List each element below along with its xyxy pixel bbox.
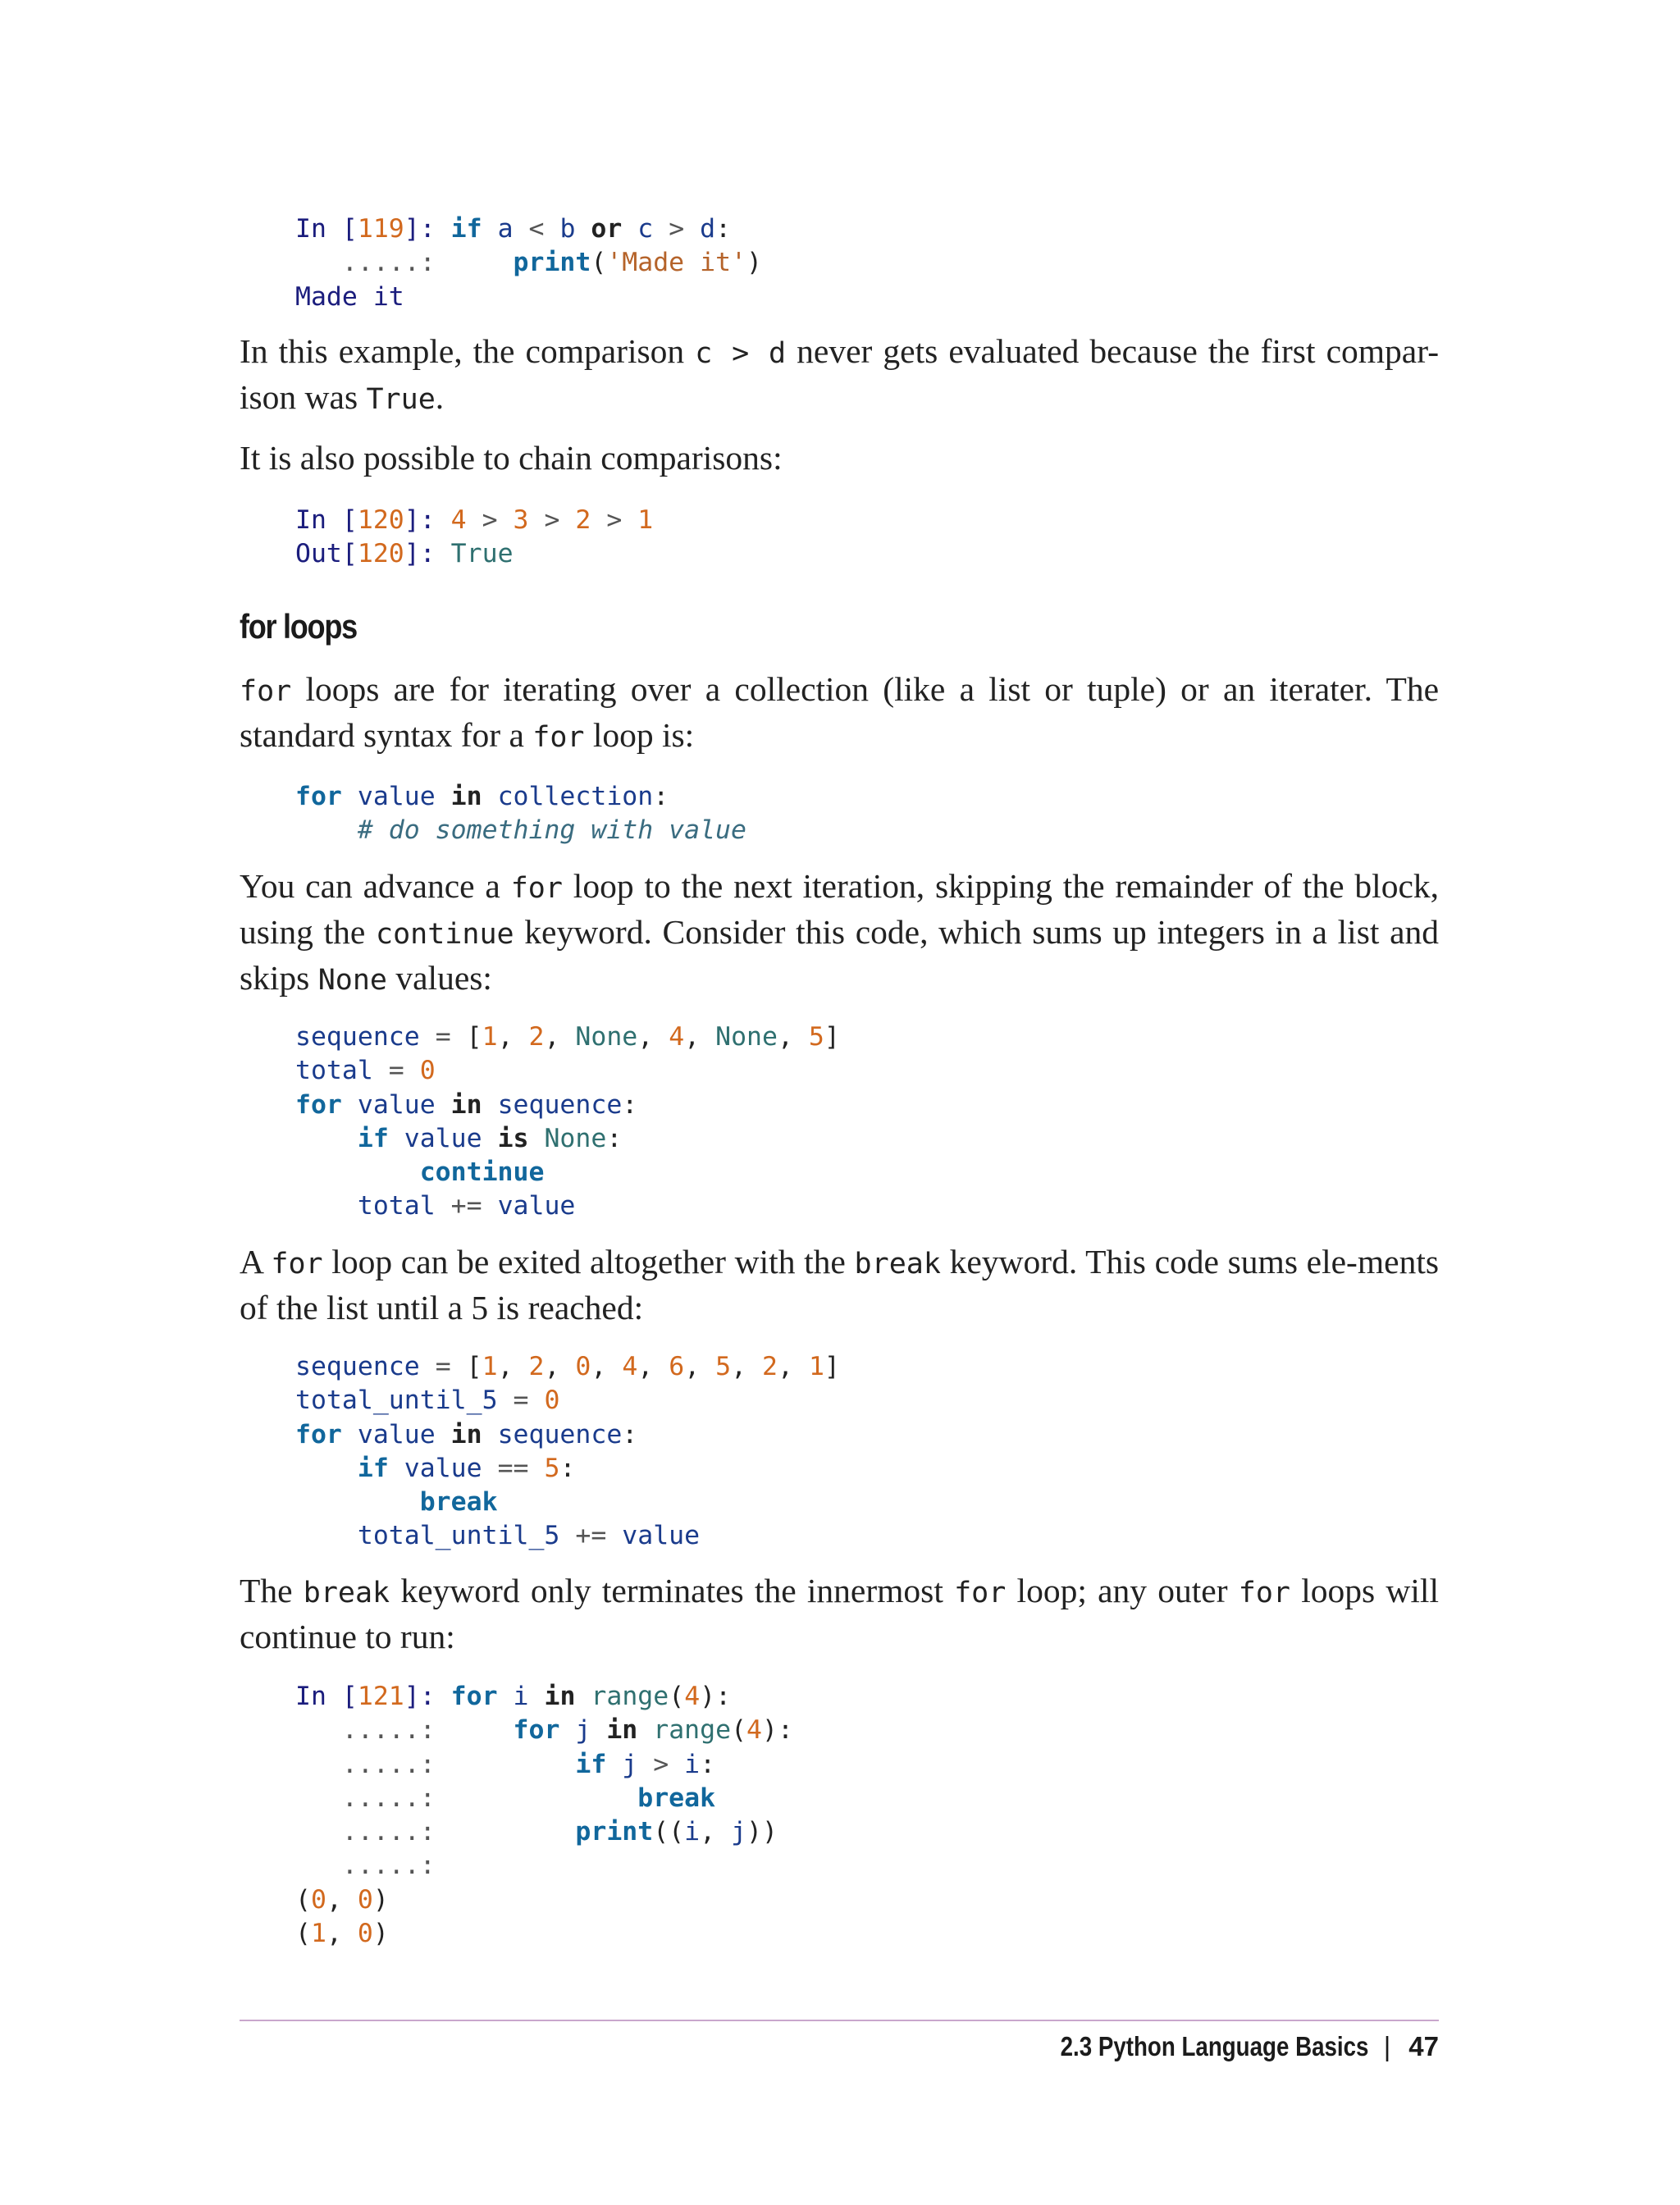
code-line: # do something with value — [357, 815, 746, 846]
code-line: .....: — [341, 1851, 436, 1881]
code-block-break — [295, 1350, 840, 1554]
footer-section-title: 2.3 Python Language Basics — [1060, 2031, 1369, 2061]
code-output: (1, 0) — [295, 1919, 389, 1949]
paragraph-nested-loops: The break keyword only terminates the innermost for loop; any outer for loops will continue to run: — [240, 1572, 1439, 1655]
code-line: break — [419, 1487, 498, 1518]
code-line: if value is None: — [357, 1123, 623, 1153]
paragraph-for-loops-intro: for loops are for iterating over a collection (like a list or tuple) or an iterater. The standard syntax for a for loop is: — [240, 670, 1439, 754]
code-block-for-syntax — [295, 780, 746, 848]
code-line: for value in sequence: — [295, 1089, 638, 1120]
code-line: sequence = [1, 2, 0, 4, 6, 5, 2, 1] — [295, 1352, 840, 1381]
code-line: total = 0 — [295, 1056, 436, 1086]
code-line: In [119]: if a < b or c > d: — [295, 214, 732, 244]
paragraph-continue: You can advance a for loop to the next iteration, skipping the remainder of the block, using the continue keyword. Consider this code, which sums up integers in a list and skips None values: — [240, 867, 1440, 997]
code-line: if value == 5: — [357, 1453, 576, 1483]
footer-rule — [240, 2020, 1439, 2021]
code-line: total += value — [357, 1191, 576, 1221]
page-number: 47 — [1408, 2031, 1439, 2061]
code-line: .....: print((i, j)) — [341, 1817, 778, 1847]
code-line: total_until_5 += value — [357, 1521, 701, 1551]
paragraph-break: A for loop can be exited altogether with the break keyword. This code sums ele-ments of the list until a 5 is reached: — [240, 1243, 1440, 1326]
code-block-in-121 — [295, 1680, 793, 1951]
paragraph-chain-comparisons: It is also possible to chain comparisons: — [240, 439, 783, 477]
code-line: continue — [419, 1157, 545, 1188]
code-line: Out[120]: True — [295, 539, 514, 569]
code-block-continue — [295, 1020, 840, 1224]
code-line: for value in sequence: — [295, 1419, 638, 1449]
code-output: Made it — [295, 281, 404, 312]
code-line: for value in collection: — [295, 782, 669, 811]
code-line: .....: if j > i: — [341, 1749, 716, 1779]
code-line: .....: break — [341, 1783, 716, 1813]
footer-separator: | — [1383, 2031, 1391, 2061]
code-line: .....: for j in range(4): — [341, 1715, 793, 1746]
code-line: In [120]: 4 > 3 > 2 > 1 — [295, 505, 654, 535]
code-line: sequence = [1, 2, None, 4, None, 5] — [295, 1022, 840, 1052]
section-heading: for loops — [240, 607, 357, 646]
paragraph-short-circuit: In this example, the comparison c > d never gets evaluated because the first compar-ison was True. — [240, 332, 1440, 416]
code-line: total_until_5 = 0 — [295, 1386, 560, 1416]
code-line: In [121]: for i in range(4): — [295, 1682, 732, 1711]
code-output: (0, 0) — [295, 1884, 389, 1915]
page-footer — [1002, 2031, 1439, 2062]
code-line: .....: print('Made it') — [341, 248, 762, 278]
code-block-in-119 — [295, 212, 762, 314]
code-block-in-120 — [295, 504, 653, 572]
